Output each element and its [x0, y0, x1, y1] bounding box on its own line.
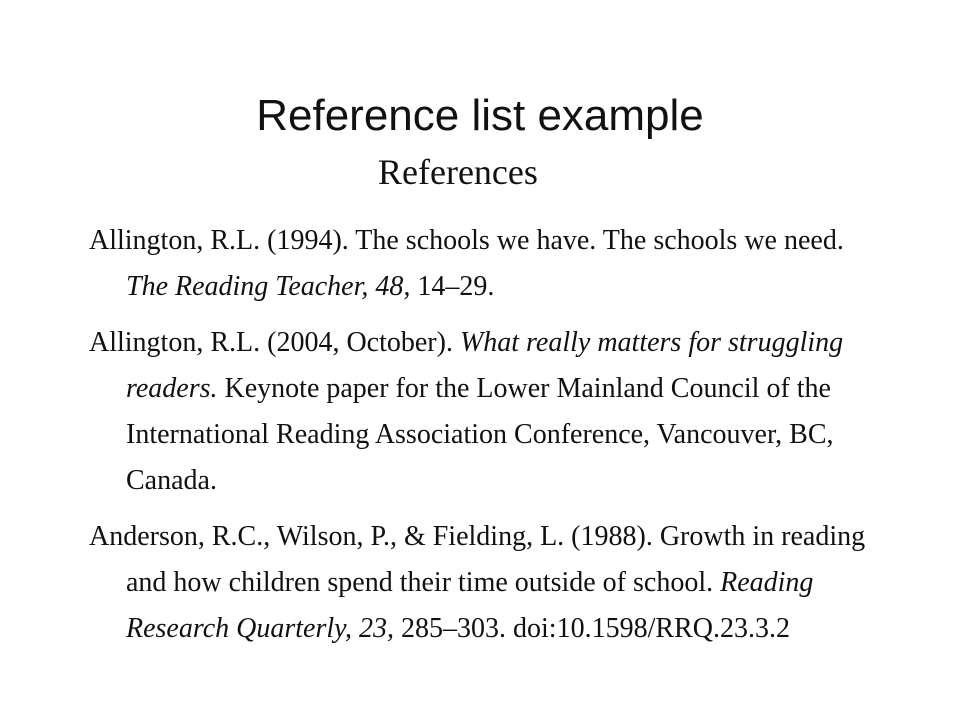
- reference-entry: [89, 218, 889, 310]
- reference-entry: [89, 320, 889, 504]
- reference-list: [89, 218, 889, 652]
- slide-title: Reference list example: [256, 91, 704, 140]
- reference-entry: [89, 514, 889, 652]
- reference-text: Anderson, R.C., Wilson, P., & Fielding, L. (1988). Growth in reading and how children spend their time outside of school.: [89, 521, 866, 598]
- reference-pages: 14–29.: [410, 271, 495, 302]
- reference-pages: 285–303. doi:10.1598/RRQ.23.3.2: [394, 613, 790, 644]
- reference-source: The Reading Teacher, 48,: [126, 271, 411, 302]
- reference-text: Allington, R.L. (1994). The schools we have. The schools we need.: [89, 225, 844, 256]
- reference-source: Reading Research Quarterly, 23,: [126, 567, 814, 644]
- reference-source: What really matters for struggling readers.: [126, 327, 844, 404]
- reference-text: Allington, R.L. (2004, October).: [89, 327, 460, 358]
- references-heading: References: [378, 152, 538, 192]
- reference-details: Keynote paper for the Lower Mainland Council of the International Reading Association Conference, Vancouver, BC, Canada.: [126, 373, 834, 496]
